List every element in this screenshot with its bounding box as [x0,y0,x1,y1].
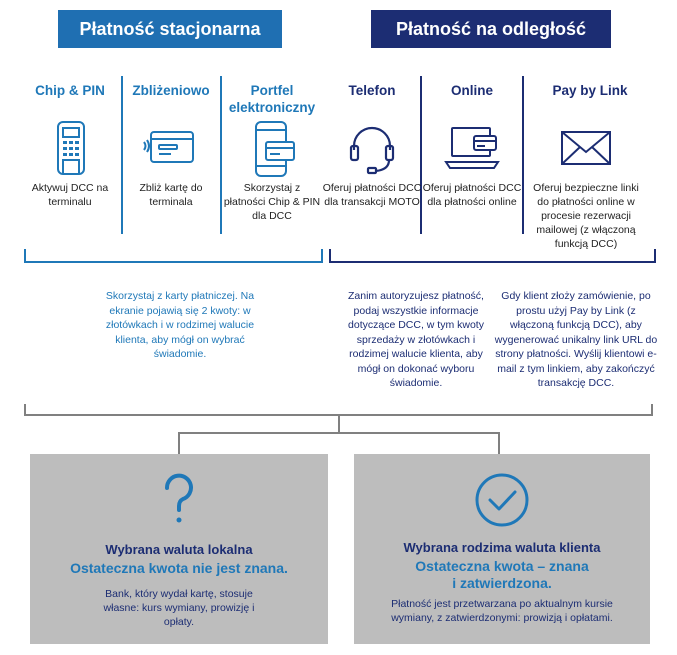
banner-remote: Płatność na odległość [371,10,611,48]
outcome-title: Wybrana waluta lokalna [105,542,253,557]
column-desc-paybylink: Oferuj bezpieczne linki do płatności online w procesie rezerwacji mailowej (z włączoną funkcją DCC) [533,182,639,250]
bracket-remote [329,249,656,263]
column-divider [522,76,524,234]
outcome-title: Wybrana rodzima waluta klienta [403,540,601,555]
contactless-card-icon [141,118,201,180]
column-desc-phone: Oferuj płatności DCC dla transakcji MOTO [322,182,422,208]
connector-line [498,432,500,454]
outcome-desc: Płatność jest przetwarzana po aktualnym kursie wymiany, z zatwierdzonymi: prowizją i opłatami. [391,598,613,624]
info-phone-online: Zanim autoryzujesz płatność, podaj wszystkie informacje dotyczące DCC, w tym kwoty sprzedaży w złotówkach i rodzimej walucie klienta, aby mógł on dokonać wyboru świadomie. [348,290,484,389]
headset-icon [342,118,402,180]
outcome-panel-foreign [354,454,650,644]
connector-line [178,432,500,434]
column-title-wallet: Portfel elektroniczny [228,83,316,115]
column-title-chip-pin: Chip & PIN [35,83,105,98]
column-desc-chip-pin: Aktywuj DCC na terminalu [31,182,109,208]
info-paybylink: Gdy klient złoży zamówienie, po prostu użyj Pay by Link (z włączoną funkcją DCC), aby wygenerować unikalny link URL do strony płatności. Wyślij klientowi e-mail z tym linkiem, aby zakończyć transakcję DCC. [494,290,658,389]
column-divider [420,76,422,234]
question-mark-icon [147,468,211,532]
mobile-wallet-icon [244,118,304,180]
checkmark-circle-icon [470,468,534,532]
column-divider [121,76,123,234]
banner-stationary: Płatność stacjonarna [58,10,282,48]
connector-line [178,432,180,454]
outcome-subtitle: Ostateczna kwota – znana i zatwierdzona. [415,558,589,591]
column-title-online: Online [450,83,493,98]
column-title-paybylink: Pay by Link [552,83,628,98]
column-desc-online: Oferuj płatności DCC dla płatności online [422,182,522,208]
column-title-phone: Telefon [348,83,396,98]
column-desc-wallet: Skorzystaj z płatności Chip & PIN dla DCC [223,182,321,222]
bracket-stationary [24,249,323,263]
card-terminal-icon [41,118,101,180]
outcome-desc: Bank, który wydał kartę, stosuje własne: kurs wymiany, prowizję i opłaty. [103,588,255,628]
info-stationary: Skorzystaj z karty płatniczej. Na ekranie pojawią się 2 kwoty: w złotówkach i w rodzimej walucie klienta, aby mógł on wybrać świadomie. [105,290,255,360]
column-title-contactless: Zbliżeniowo [132,83,210,98]
laptop-card-icon [442,118,502,180]
column-desc-contactless: Zbliż kartę do terminala [139,182,203,208]
outcome-panel-local [30,454,328,644]
outcome-subtitle: Ostateczna kwota nie jest znana. [70,560,288,576]
envelope-icon [556,118,616,180]
